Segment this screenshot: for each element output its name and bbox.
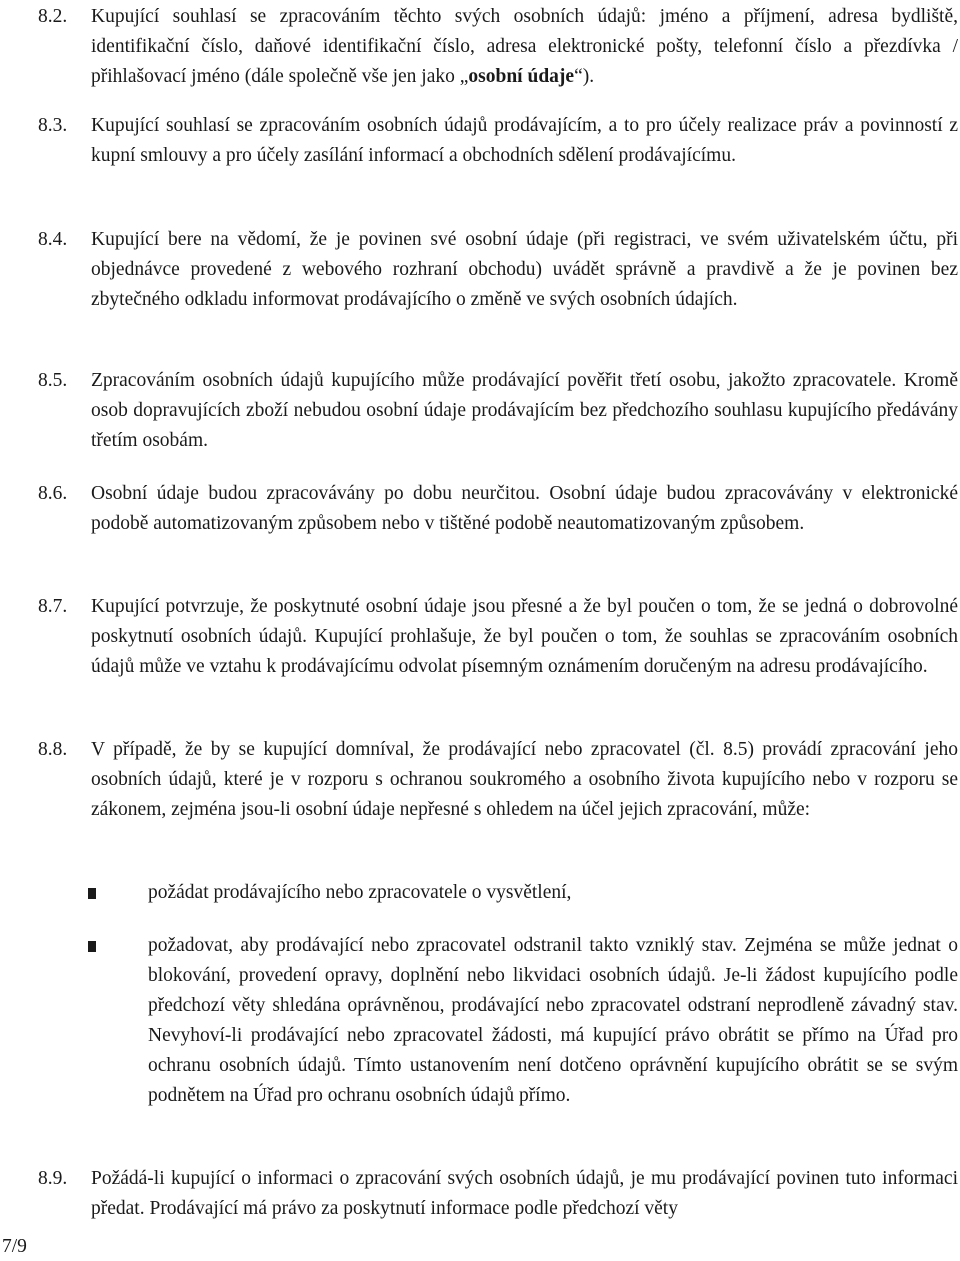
clause-number: 8.9.	[38, 1168, 68, 1189]
clause-text: Kupující potvrzuje, že poskytnuté osobní údaje jsou přesné a že byl poučen o tom, že se jedná o dobrovolné poskytnutí osobních údajů. Kupující prohlašuje, že byl poučen o tom, že souhlas se zpracováním osobních údajů může ve vztahu k prodávajícímu odvolat písemným oznámením doručeným na adresu prodávajícího.	[91, 596, 958, 677]
clause-number: 8.5.	[38, 370, 68, 391]
clause-text: Kupující souhlasí se zpracováním těchto svých osobních údajů: jméno a příjmení, adresa bydliště, identifikační číslo, daňové identifikační číslo, adresa elektronické pošty, telefonní číslo a přezdívka / přihlašovací jméno (dále společně vše jen jako „osobní údaje“).	[91, 6, 958, 87]
clause-number: 8.8.	[38, 739, 68, 760]
clause-number: 8.4.	[38, 229, 68, 250]
clause-text: Požádá-li kupující o informaci o zpracování svých osobních údajů, je mu prodávající povinen tuto informaci předat. Prodávající má právo za poskytnutí informace podle předchozí věty	[91, 1168, 958, 1219]
bullet-square-icon	[88, 888, 96, 899]
clause-text: Kupující bere na vědomí, že je povinen své osobní údaje (při registraci, ve svém uživatelském účtu, při objednávce provedené z webového rozhraní obchodu) uvádět správně a pravdivě a že je povinen bez zbytečného odkladu informovat prodávajícího o změně ve svých osobních údajích.	[91, 229, 958, 310]
defined-term: osobní údaje	[468, 66, 575, 87]
clause-text: Osobní údaje budou zpracovávány po dobu neurčitou. Osobní údaje budou zpracovávány v elektronické podobě automatizovaným způsobem nebo v tištěné podobě neautomatizovaným způsobem.	[91, 483, 958, 534]
list-item-text: požadovat, aby prodávající nebo zpracovatel odstranil takto vzniklý stav. Zejména se může jednat o blokování, provedení opravy, doplnění nebo likvidaci osobních údajů. Je-li žádost kupujícího podle předchozí věty shledána oprávněnou, prodávající nebo zpracovatel odstraní neprodleně závadný stav. Nevyhoví-li prodávající nebo zpracovatel žádosti, má kupující právo obrátit se přímo na Úřad pro ochranu osobních údajů. Tímto ustanovením není dotčeno oprávnění kupujícího obrátit se se svým podnětem na Úřad pro ochranu osobních údajů přímo.	[148, 935, 958, 1106]
list-item-text: požádat prodávajícího nebo zpracovatele o vysvětlení,	[148, 882, 572, 903]
clause-number: 8.2.	[38, 6, 68, 27]
clause-number: 8.3.	[38, 115, 68, 136]
page-number: 7/9	[2, 1236, 27, 1257]
clause-text: Zpracováním osobních údajů kupujícího může prodávající pověřit třetí osobu, jakožto zpracovatele. Kromě osob dopravujících zboží nebudou osobní údaje prodávajícím bez předchozího souhlasu kupujícího předávány třetím osobám.	[91, 370, 958, 451]
bullet-square-icon	[88, 941, 96, 952]
clause-number: 8.7.	[38, 596, 68, 617]
clause-number: 8.6.	[38, 483, 68, 504]
clause-text: V případě, že by se kupující domníval, že prodávající nebo zpracovatel (čl. 8.5) provádí zpracování jeho osobních údajů, které je v rozporu s ochranou soukromého a osobního života kupujícího nebo v rozporu se zákonem, zejména jsou-li osobní údaje nepřesné s ohledem na účel jejich zpracování, může:	[91, 739, 958, 820]
clause-text: Kupující souhlasí se zpracováním osobních údajů prodávajícím, a to pro účely realizace práv a povinností z kupní smlouvy a pro účely zasílání informací a obchodních sdělení prodávajícímu.	[91, 115, 958, 166]
